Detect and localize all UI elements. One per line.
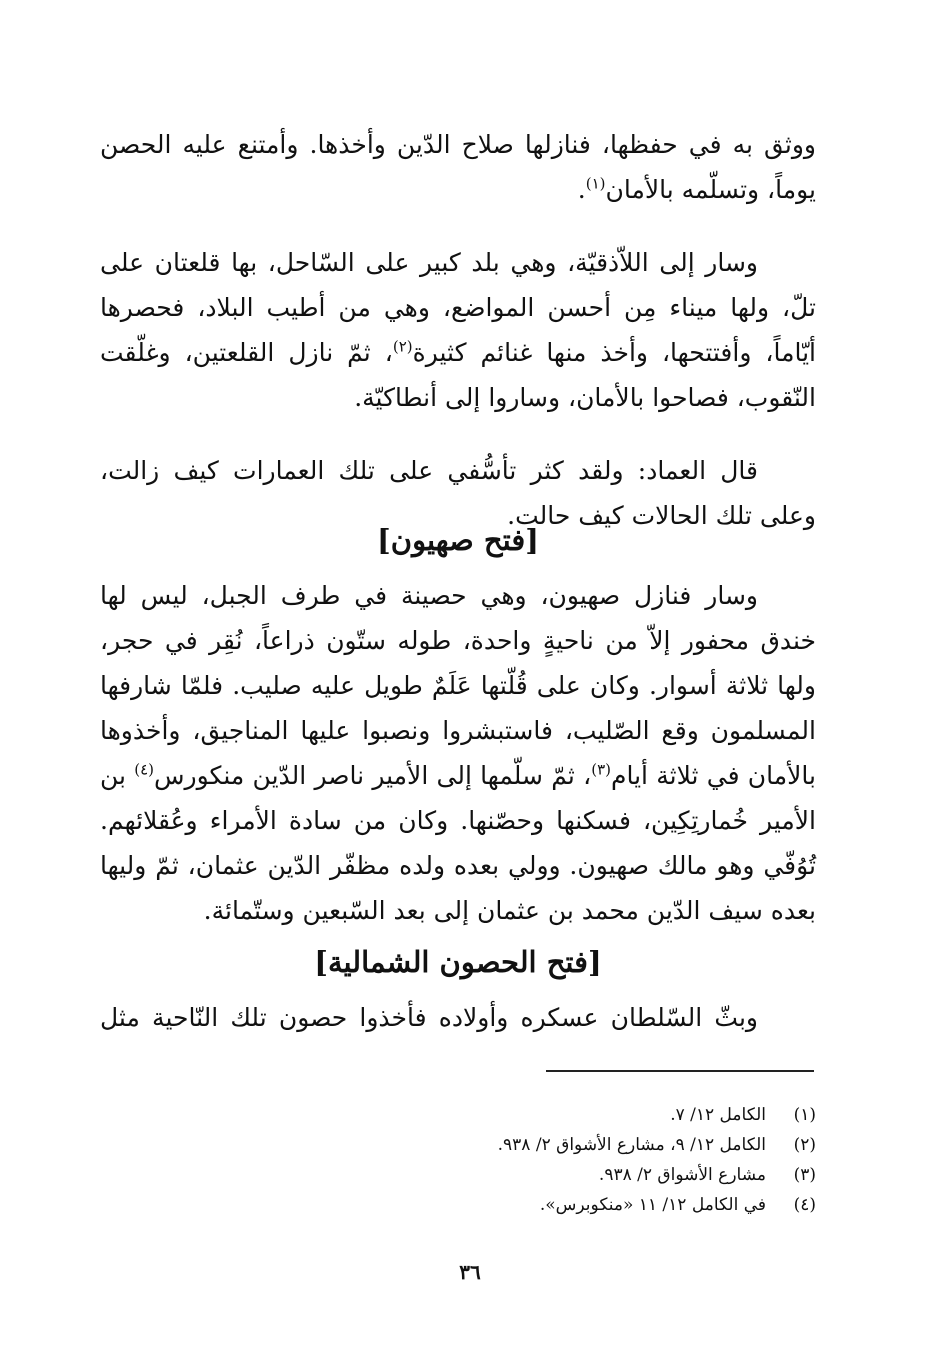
footnote-marker-4[interactable]: (٤)	[134, 760, 155, 779]
paragraph-text: ووثق به في حفظها، فنازلها صلاح الدّين وأخذها. وأمتنع عليه الحصن يوماً، وتسلّمه بالأمان	[100, 130, 816, 204]
paragraph-north-forts	[100, 995, 816, 1040]
footnote-marker-2[interactable]: (٢)	[392, 337, 413, 356]
footnote-number: (٤)	[793, 1195, 816, 1215]
section-heading-sahyun: [فتح صهيون]	[377, 523, 539, 557]
paragraph-latakia	[100, 240, 816, 420]
paragraph-text: وبثّ السّلطان عسكره وأولاده فأخذوا حصون تلك النّاحية مثل	[100, 1003, 758, 1032]
footnote-text: الكامل ١٢/ ٩، مشارع الأشواق ٢/ ٩٣٨.	[497, 1135, 766, 1155]
footnote-number: (١)	[793, 1105, 816, 1125]
page-number: ٣٦	[459, 1260, 481, 1284]
footnote-item	[300, 1190, 816, 1220]
footnote-text: الكامل ١٢/ ٧.	[670, 1105, 766, 1125]
main-text-sahyun	[100, 573, 816, 933]
paragraph-end: .	[577, 175, 586, 204]
footnote-marker-3[interactable]: (٣)	[591, 760, 611, 779]
paragraph-text: ، ثمّ سلّمها إلى الأمير ناصر الدّين منكورس	[154, 761, 592, 790]
paragraph-continuation	[100, 122, 816, 212]
footnote-number: (٢)	[793, 1135, 816, 1155]
paragraph-text: ، ثمّ نازل القلعتين، وغلّقت النّقوب، فصاحوا بالأمان، وساروا إلى أنطاكيّة.	[100, 338, 816, 412]
section-heading-north-forts: [فتح الحصون الشمالية]	[314, 945, 602, 979]
footnote-number: (٣)	[793, 1165, 816, 1185]
footnote-item	[300, 1130, 816, 1160]
main-text-north	[100, 995, 816, 1040]
paragraph-text: بن الأمير خُمارتِكِين، فسكنها وحصّنها. وكان من سادة الأمراء وعُقلائهم. تُوُفّي وهو مالك صهيون. وولي بعده ولده مظفّر الدّين عثمان، ثمّ وليها بعده سيف الدّين محمد بن عثمان إلى بعد السّبعين وستّمائة.	[100, 761, 816, 925]
footnote-text: مشارع الأشواق ٢/ ٩٣٨.	[598, 1165, 766, 1185]
footnote-item	[300, 1160, 816, 1190]
main-text-top	[100, 122, 816, 538]
footnote-marker-1[interactable]: (١)	[585, 174, 606, 193]
paragraph-sahyun	[100, 573, 816, 933]
paragraph-text: وسار فنازل صهيون، وهي حصينة في طرف الجبل، ليس لها خندق محفور إلاّ من ناحيةٍ واحدة، طوله ستّون ذراعاً، نُقِر في حجر، ولها ثلاثة أسوار. وكان على قُلّتها عَلَمٌ طويل عليه صليب. فلمّا شارفها المسلمون وقع الصّليب، فاستبشروا ونصبوا عليها المناجيق، وأخذوها بالأمان في ثلاثة أيام	[100, 581, 816, 790]
footnote-item	[300, 1100, 816, 1130]
footnote-text: في الكامل ١٢/ ١١ «منكوبرس».	[539, 1195, 766, 1215]
paragraph-text: وسار إلى اللاّذقيّة، وهي بلد كبير على السّاحل، بها قلعتان على تلّ، ولها ميناء مِن أحسن المواضع، وهي من أطيب البلاد، فحصرها أيّاماً، وأفتتحها، وأخذ منها غنائم كثيرة	[100, 248, 816, 367]
paragraph-text: قال العماد: ولقد كثر تأسُّفي على تلك العمارات كيف زالت، وعلى تلك الحالات كيف حالت.	[100, 456, 816, 530]
footnotes	[300, 1100, 816, 1220]
footnote-separator	[546, 1070, 814, 1072]
